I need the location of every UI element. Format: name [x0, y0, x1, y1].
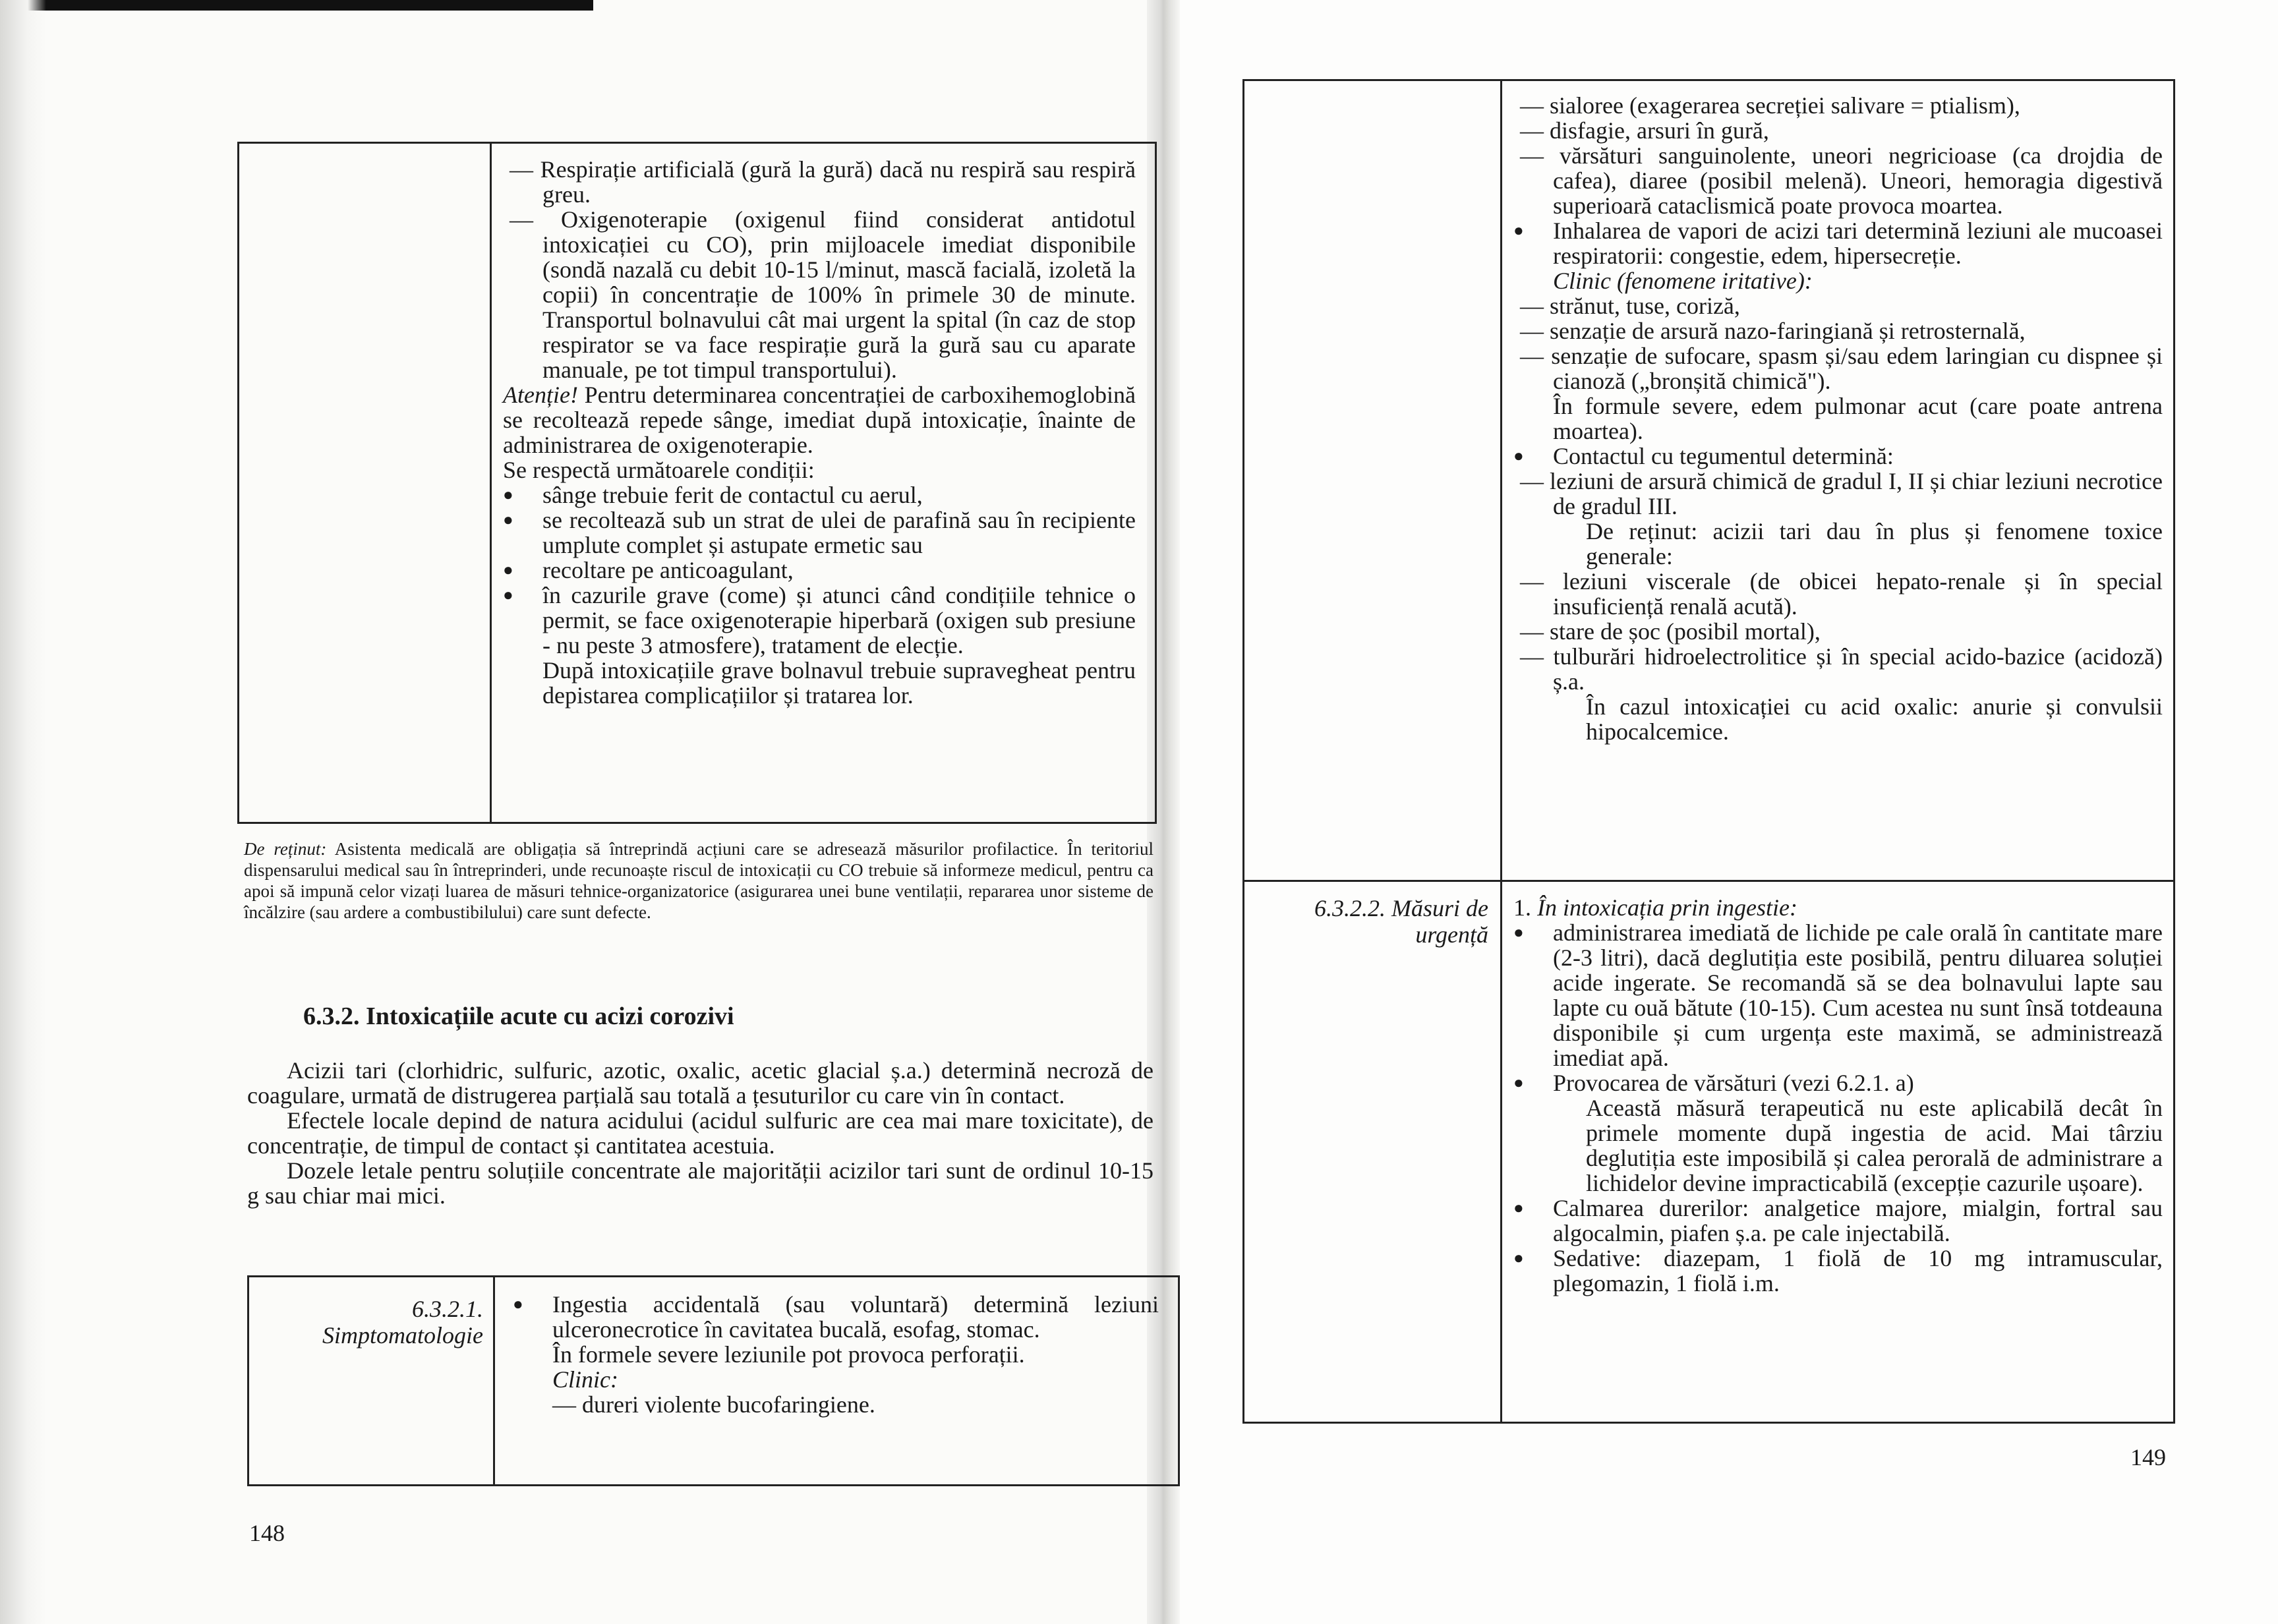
left-paragraphs — [247, 1058, 1154, 1208]
left-top-line: ● în cazurile grave (come) și atunci când condițiile tehnice o permit, se face oxigenoterapie hiperbară (oxigen sub presiune - nu peste 3 atmosfere), tratament de elecție. — [503, 583, 1136, 658]
page-number-right: 149 — [2130, 1444, 2166, 1470]
right-bottom-line: Această măsură terapeutică nu este aplicabilă decât în primele momente după ingestia de acid. Mai târziu deglutiția este imposibilă și calea perorală de administrare a lichidelor devine impracticabilă (excepție cazurile ușoare). — [1586, 1095, 2163, 1196]
left-top-line: Atenție! Pentru determinarea concentrației de carboxihemoglobină se recoltează repede sânge, imediat după intoxicație, înainte de administrarea de oxigenoterapie. — [503, 382, 1136, 458]
left-top-line: După intoxicațiile grave bolnavul trebuie supravegheat pentru depistarea complicațiilor și tratarea lor. — [542, 657, 1136, 709]
right-top-line: — vărsături sanguinolente, uneori negricioase (ca drojdia de cafea), diaree (posibil melenă). Uneori, hemoragia digestivă superioară cataclismică poate provoca moartea. — [1520, 142, 2163, 219]
section-simptomatologie-label: 6.3.2.1. Simptomatologie — [322, 1296, 483, 1348]
note-label: De reținut: — [244, 839, 327, 859]
simptom-clinic: Clinic: — [552, 1366, 618, 1393]
body-paragraph: Dozele letale pentru soluțiile concentrate ale majorității acizilor tari sunt de ordinul 10-15 g sau chiar mai mici. — [247, 1157, 1154, 1209]
right-bottom-line: ● Sedative: diazepam, 1 fiolă de 10 mg intramuscular, plegomazin, 1 fiolă i.m. — [1513, 1246, 2163, 1296]
right-top-line: — leziuni viscerale (de obicei hepato-renale și în special insuficiență renală acută). — [1520, 568, 2163, 620]
right-top-line: ● Contactul cu tegumentul determină: — [1513, 444, 2163, 469]
right-top-line: — senzație de arsură nazo-faringiană și retrosternală, — [1520, 318, 2026, 344]
left-bottom-box — [247, 1275, 1180, 1486]
body-paragraph: Acizii tari (clorhidric, sulfuric, azotic, oxalic, acetic glacial ș.a.) determină necroză de coagulare, urmată de distrugerea parțială sau totală a țesuturilor cu care vin în contact. — [247, 1057, 1154, 1109]
right-top-line: ● Inhalarea de vapori de acizi tari determină leziuni ale mucoasei respiratorii: congestie, edem, hipersecreție. — [1513, 218, 2163, 268]
right-bottom-line: ● Provocarea de vărsături (vezi 6.2.1. a) — [1513, 1070, 2163, 1095]
left-top-line: — Oxigenoterapie (oxigenul fiind considerat antidotul intoxicației cu CO), prin mijloacele imediat disponibile (sondă nazală cu debit 10-15 l/minut, mască facială, izoletă la copii) în concentrație de 100% în primele 30 de minute. Transportul bolnavului cât mai urgent la spital (în caz de stop respirator se va face respirație gură la gură sau cu aparate manuale, pe tot timpul transportului). — [510, 206, 1136, 383]
left-top-line: Se respectă următoarele condiții: — [503, 457, 815, 483]
right-table — [1242, 79, 2175, 1424]
body-paragraph: Efectele locale depind de natura acidului (acidul sulfuric are cea mai mare toxicitate), de concentrație, de timpul de contact și cantitatea acestuia. — [247, 1107, 1154, 1159]
simptomatologie-text — [513, 1292, 1159, 1417]
left-top-box-text — [503, 157, 1136, 708]
left-top-line: ● se recoltează sub un strat de ulei de parafină sau în recipiente umplute complet și astupate ermetic sau — [503, 508, 1136, 558]
section-masuri-urgenta — [1251, 895, 1488, 948]
section-simptomatologie — [262, 1296, 483, 1348]
right-top-cell-text — [1513, 93, 2163, 744]
section-masuri-urgenta-label: 6.3.2.2. Măsuri de urgență — [1314, 895, 1488, 948]
left-top-line: ● sânge trebuie ferit de contactul cu aerul, — [503, 482, 1136, 508]
left-top-box — [237, 142, 1157, 824]
right-top-line: — tulburări hidroelectrolitice și în special acido-bazice (acidoză) ș.a. — [1520, 643, 2163, 695]
simptom-bullet: ● Ingestia accidentală (sau voluntară) determină leziuni ulceronecrotice în cavitatea bucală, esofag, stomac. — [513, 1292, 1159, 1342]
right-top-line: — disfagie, arsuri în gură, — [1520, 117, 1769, 144]
left-top-line: ● recoltare pe anticoagulant, — [503, 558, 1136, 583]
right-top-line: — stare de șoc (posibil mortal), — [1520, 618, 1821, 645]
right-bottom-cell-text — [1513, 895, 2163, 1296]
right-top-line: — leziuni de arsură chimică de gradul I, II și chiar leziuni necrotice de gradul III. — [1520, 468, 2163, 519]
right-bottom-line: ● Calmarea durerilor: analgetice majore, mialgin, fortral sau algocalmin, piafen ș.a. pe cale injectabilă. — [1513, 1196, 2163, 1246]
simptom-dash-text: dureri violente bucofaringiene. — [582, 1391, 875, 1418]
right-bottom-line: 1. În intoxicația prin ingestie: — [1513, 894, 1797, 921]
right-top-line: — strănut, tuse, coriză, — [1520, 293, 1740, 319]
right-bottom-line: ● administrarea imediată de lichide pe cale orală în cantitate mare (2-3 litri), dacă deglutiția este posibilă, pentru diluarea soluției acide ingerate. Se recomandă să se dea bolnavului lapte sau lapte cu ouă bătute (10-15). Cum acestea nu sunt însă totdeauna disponibile și cum urgența este maximă, se administrează imediat apă. — [1513, 920, 2163, 1070]
right-top-line: În cazul intoxicației cu acid oxalic: anurie și convulsii hipocalcemice. — [1586, 693, 2163, 745]
right-top-line: În formule severe, edem pulmonar acut (care poate antrena moartea). — [1553, 393, 2163, 444]
right-top-line: Clinic (fenomene iritative): — [1553, 268, 1813, 294]
left-top-line: — Respirație artificială (gură la gură) dacă nu respiră sau respiră greu. — [510, 156, 1136, 208]
section-heading: 6.3.2. Intoxicațiile acute cu acizi corozivi — [303, 1002, 734, 1030]
right-top-line: — senzație de sufocare, spasm și/sau edem laringian cu dispnee și cianoză („bronșită chimică"). — [1520, 343, 2163, 394]
right-top-line: De reținut: acizii tari dau în plus și fenomene toxice generale: — [1586, 518, 2163, 569]
retinut-note — [244, 838, 1154, 923]
simptom-line2: În formele severe leziunile pot provoca perforații. — [552, 1341, 1025, 1368]
right-top-line: — sialoree (exagerarea secreției salivare = ptialism), — [1520, 92, 2020, 119]
note-text: Asistenta medicală are obligația să întreprindă acțiuni care se adresează măsurilor profilactice. În teritoriul dispensarului medical sau în întreprinderi, unde recunoaște riscul de intoxicații cu CO trebuie să informeze medicul, pentru ca apoi să impună celor vizați luarea de măsuri tehnice-organizatorice (asigurarea unei bune ventilații, repararea unor sisteme de încălzire (sau ardere a combustibilului) care sunt defecte. — [244, 839, 1154, 922]
page-edge — [0, 0, 46, 1624]
simptom-dash: — dureri violente bucofaringiene. — [552, 1391, 875, 1418]
scan-edge — [0, 0, 593, 11]
page-number-left: 148 — [249, 1520, 285, 1546]
